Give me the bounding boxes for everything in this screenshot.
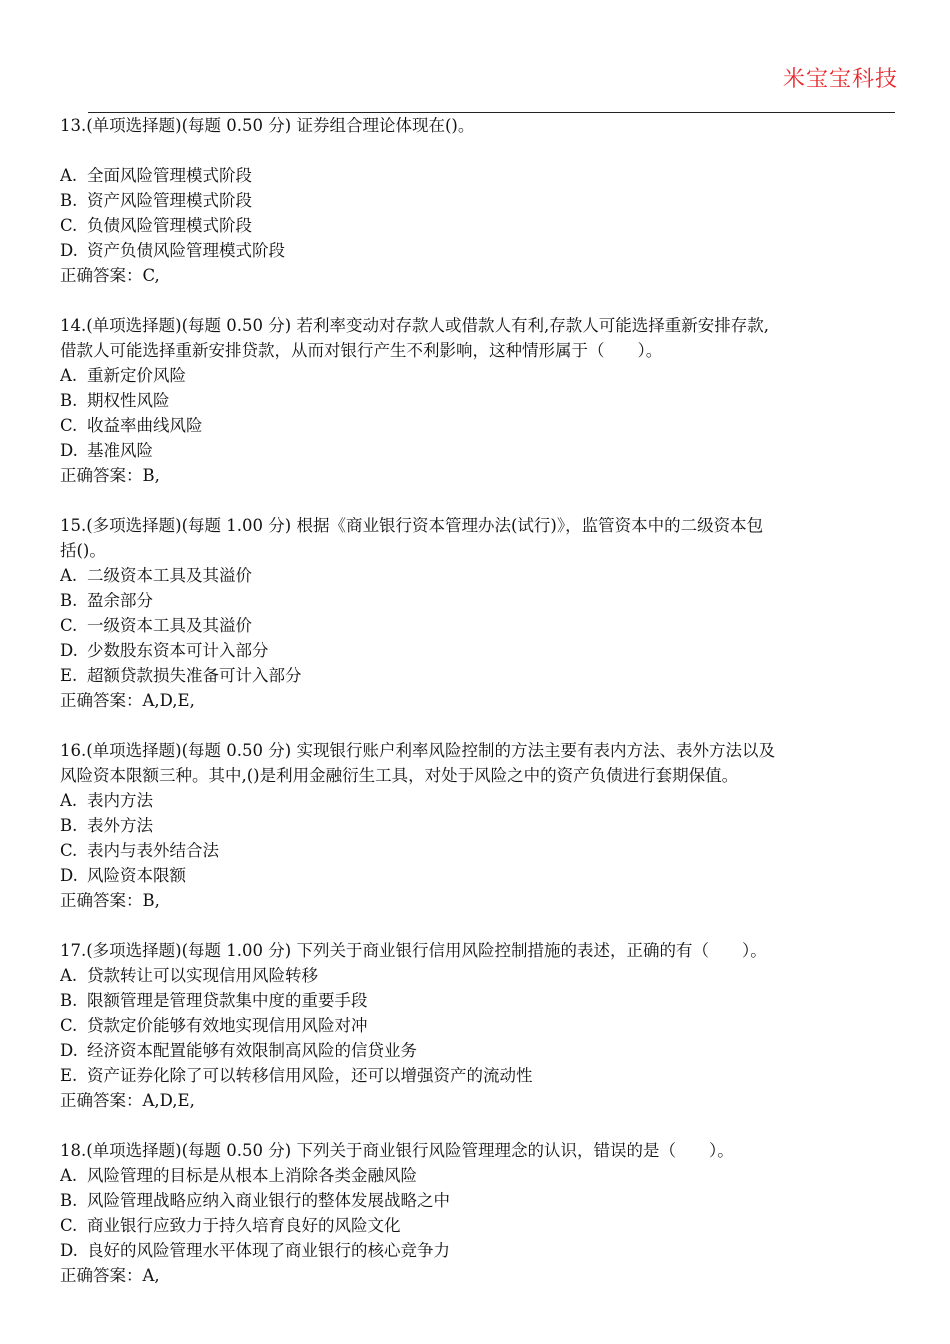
option-text: 少数股东资本可计入部分 <box>87 641 269 660</box>
correct-answer-value: A,D,E, <box>142 691 195 710</box>
answer-option <box>60 563 900 588</box>
question-block <box>60 738 900 938</box>
option-text: 二级资本工具及其溢价 <box>87 566 252 585</box>
answer-option <box>60 163 900 188</box>
answer-option <box>60 1063 900 1088</box>
question-block <box>60 513 900 738</box>
option-letter: D. <box>60 241 78 260</box>
option-text: 贷款定价能够有效地实现信用风险对冲 <box>87 1016 368 1035</box>
option-text: 负债风险管理模式阶段 <box>87 216 252 235</box>
question-stem: 风险资本限额三种。其中,()是利用金融衍生工具，对处于风险之中的资产负债进行套期保值。 <box>60 766 739 785</box>
spacer <box>60 913 900 938</box>
option-letter: D. <box>60 641 78 660</box>
option-text: 重新定价风险 <box>87 366 186 385</box>
option-text: 表内方法 <box>87 791 153 810</box>
answer-option <box>60 1188 900 1213</box>
answer-option <box>60 988 900 1013</box>
answer-option <box>60 788 900 813</box>
correct-answer-value: A,D,E, <box>142 1091 195 1110</box>
option-text: 商业银行应致力于持久培育良好的风险文化 <box>87 1216 401 1235</box>
answer-option <box>60 438 900 463</box>
option-letter: A. <box>60 1166 78 1185</box>
correct-answer-label: 正确答案： <box>60 691 143 710</box>
spacer <box>60 713 900 738</box>
option-text: 基准风险 <box>87 441 153 460</box>
option-letter: B. <box>60 591 78 610</box>
option-letter: B. <box>60 816 78 835</box>
correct-answer <box>60 263 900 288</box>
option-text: 资产负债风险管理模式阶段 <box>87 241 285 260</box>
option-letter: B. <box>60 1191 78 1210</box>
question-stem: 13.(单项选择题)(每题 0.50 分) 证券组合理论体现在()。 <box>60 116 475 135</box>
option-letter: B. <box>60 991 78 1010</box>
option-text: 资产证券化除了可以转移信用风险，还可以增强资产的流动性 <box>87 1066 533 1085</box>
option-letter: B. <box>60 391 78 410</box>
option-text: 风险管理的目标是从根本上消除各类金融风险 <box>87 1166 417 1185</box>
option-letter: A. <box>60 791 78 810</box>
option-text: 超额贷款损失准备可计入部分 <box>87 666 302 685</box>
question-stem: 18.(单项选择题)(每题 0.50 分) 下列关于商业银行风险管理理念的认识，错误的是（ ）。 <box>60 1141 734 1160</box>
spacer <box>60 488 900 513</box>
option-letter: D. <box>60 1241 78 1260</box>
answer-option <box>60 413 900 438</box>
option-letter: B. <box>60 191 78 210</box>
option-text: 资产风险管理模式阶段 <box>87 191 252 210</box>
answer-option <box>60 363 900 388</box>
answer-option <box>60 238 900 263</box>
answer-option <box>60 963 900 988</box>
spacer <box>60 138 900 163</box>
option-letter: C. <box>60 1216 78 1235</box>
correct-answer-value: B, <box>142 891 160 910</box>
option-letter: C. <box>60 216 78 235</box>
option-letter: A. <box>60 566 78 585</box>
answer-option <box>60 663 900 688</box>
answer-option <box>60 1238 900 1263</box>
option-text: 全面风险管理模式阶段 <box>87 166 252 185</box>
correct-answer-value: A, <box>142 1266 160 1285</box>
option-letter: E. <box>60 1066 78 1085</box>
correct-answer <box>60 1088 900 1113</box>
answer-option <box>60 1013 900 1038</box>
answer-option <box>60 1163 900 1188</box>
option-text: 经济资本配置能够有效限制高风险的信贷业务 <box>87 1041 417 1060</box>
option-text: 表内与表外结合法 <box>87 841 219 860</box>
option-text: 盈余部分 <box>87 591 153 610</box>
spacer <box>60 1113 900 1138</box>
option-letter: D. <box>60 866 78 885</box>
correct-answer <box>60 1263 900 1288</box>
answer-option <box>60 588 900 613</box>
answer-option <box>60 1038 900 1063</box>
spacer <box>60 288 900 313</box>
answer-option <box>60 838 900 863</box>
option-text: 风险资本限额 <box>87 866 186 885</box>
question-block <box>60 313 900 513</box>
option-text: 期权性风险 <box>87 391 170 410</box>
brand-watermark: 米宝宝科技 <box>782 67 898 92</box>
question-block <box>60 938 900 1138</box>
question-stem: 括()。 <box>60 541 106 560</box>
option-letter: C. <box>60 841 78 860</box>
option-text: 贷款转让可以实现信用风险转移 <box>87 966 318 985</box>
correct-answer-label: 正确答案： <box>60 891 143 910</box>
correct-answer <box>60 463 900 488</box>
correct-answer-label: 正确答案： <box>60 1091 143 1110</box>
option-text: 一级资本工具及其溢价 <box>87 616 252 635</box>
question-stem: 14.(单项选择题)(每题 0.50 分) 若利率变动对存款人或借款人有利,存款人可能选择重新安排存款, <box>60 316 769 335</box>
correct-answer-value: B, <box>142 466 160 485</box>
answer-option <box>60 388 900 413</box>
answer-option <box>60 1213 900 1238</box>
option-letter: C. <box>60 616 78 635</box>
option-letter: A. <box>60 966 78 985</box>
option-letter: C. <box>60 416 78 435</box>
question-block <box>60 113 900 313</box>
question-stem: 16.(单项选择题)(每题 0.50 分) 实现银行账户利率风险控制的方法主要有表内方法、表外方法以及 <box>60 741 775 760</box>
correct-answer <box>60 888 900 913</box>
option-text: 良好的风险管理水平体现了商业银行的核心竞争力 <box>87 1241 450 1260</box>
option-letter: D. <box>60 1041 78 1060</box>
question-stem: 15.(多项选择题)(每题 1.00 分) 根据《商业银行资本管理办法(试行)》，监管资本中的二级资本包 <box>60 516 764 535</box>
question-block <box>60 1138 900 1288</box>
option-text: 收益率曲线风险 <box>87 416 203 435</box>
option-text: 限额管理是管理贷款集中度的重要手段 <box>87 991 368 1010</box>
correct-answer-value: C, <box>142 266 160 285</box>
correct-answer-label: 正确答案： <box>60 466 143 485</box>
question-stem: 借款人可能选择重新安排贷款，从而对银行产生不利影响，这种情形属于（ ）。 <box>60 341 663 360</box>
option-text: 表外方法 <box>87 816 153 835</box>
option-letter: A. <box>60 166 78 185</box>
correct-answer-label: 正确答案： <box>60 1266 143 1285</box>
option-text: 风险管理战略应纳入商业银行的整体发展战略之中 <box>87 1191 450 1210</box>
option-letter: E. <box>60 666 78 685</box>
answer-option <box>60 188 900 213</box>
option-letter: D. <box>60 441 78 460</box>
question-stem: 17.(多项选择题)(每题 1.00 分) 下列关于商业银行信用风险控制措施的表述，正确的有（ ）。 <box>60 941 767 960</box>
option-letter: A. <box>60 366 78 385</box>
answer-option <box>60 213 900 238</box>
answer-option <box>60 813 900 838</box>
answer-option <box>60 638 900 663</box>
correct-answer <box>60 688 900 713</box>
question-list <box>60 113 900 1288</box>
correct-answer-label: 正确答案： <box>60 266 143 285</box>
option-letter: C. <box>60 1016 78 1035</box>
answer-option <box>60 863 900 888</box>
answer-option <box>60 613 900 638</box>
